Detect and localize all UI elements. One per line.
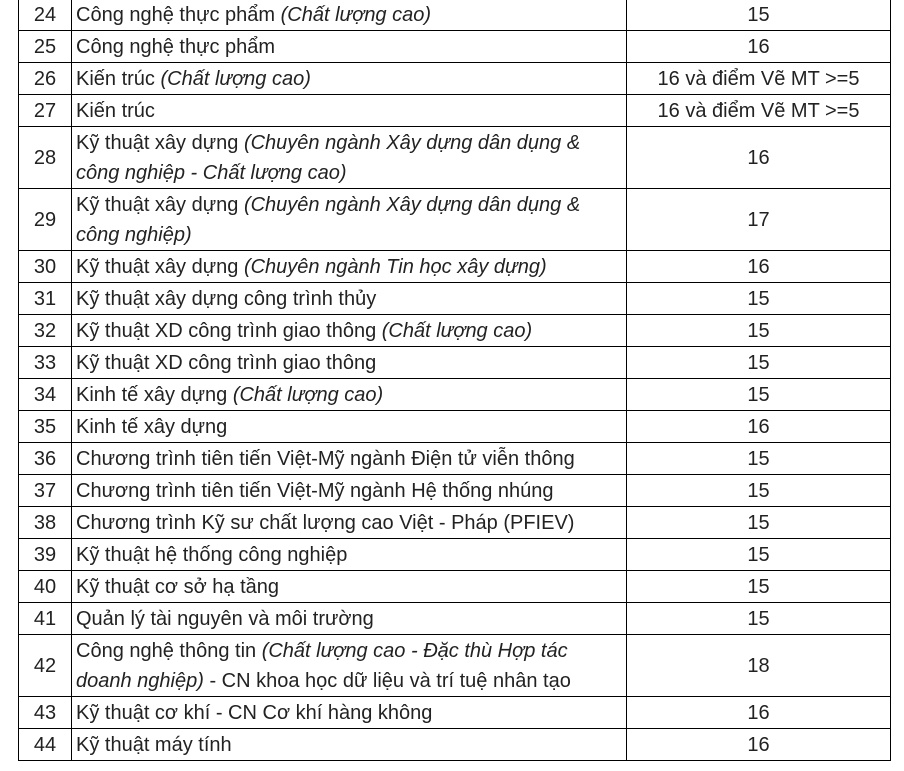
row-number: 32 xyxy=(19,315,72,347)
table-row xyxy=(19,0,891,31)
cutoff-score: 16 và điểm Vẽ MT >=5 xyxy=(627,95,891,127)
row-number: 40 xyxy=(19,571,72,603)
row-number: 27 xyxy=(19,95,72,127)
cutoff-score: 15 xyxy=(627,571,891,603)
program-note: (Chuyên ngành Xây dựng dân dụng & công nghiệp) xyxy=(76,193,581,246)
cutoff-score: 16 xyxy=(627,31,891,63)
cutoff-score: 15 xyxy=(627,283,891,315)
table-row xyxy=(19,571,891,603)
program-name-cell xyxy=(72,475,627,507)
table-row xyxy=(19,475,891,507)
row-number: 38 xyxy=(19,507,72,539)
program-name-cell xyxy=(72,127,627,189)
cutoff-score: 15 xyxy=(627,315,891,347)
program-name-cell xyxy=(72,283,627,315)
program-name: Công nghệ thông tin xyxy=(76,639,262,662)
program-note: (Chuyên ngành Tin học xây dựng) xyxy=(243,255,547,278)
cutoff-score: 16 xyxy=(627,411,891,443)
program-name-cell xyxy=(72,63,627,95)
row-number: 34 xyxy=(19,379,72,411)
table-body xyxy=(19,0,891,761)
table-row xyxy=(19,411,891,443)
table-row xyxy=(19,31,891,63)
program-name-cell xyxy=(72,347,627,379)
program-name: Kiến trúc xyxy=(76,67,161,90)
row-number: 24 xyxy=(19,0,72,31)
program-name-cell xyxy=(72,539,627,571)
cutoff-score: 15 xyxy=(627,603,891,635)
row-number: 41 xyxy=(19,603,72,635)
row-number: 30 xyxy=(19,251,72,283)
table-row xyxy=(19,443,891,475)
program-name-cell xyxy=(72,379,627,411)
program-name: Kinh tế xây dựng xyxy=(76,383,233,406)
table-row xyxy=(19,697,891,729)
program-name: Kỹ thuật xây dựng xyxy=(76,131,244,154)
program-name-cell xyxy=(72,571,627,603)
cutoff-score: 15 xyxy=(627,475,891,507)
cutoff-score: 17 xyxy=(627,189,891,251)
table-row xyxy=(19,507,891,539)
program-name: Kỹ thuật xây dựng công trình thủy xyxy=(76,287,377,310)
cutoff-score: 15 xyxy=(627,507,891,539)
program-name: Kỹ thuật hệ thống công nghiệp xyxy=(76,543,348,566)
table-row xyxy=(19,283,891,315)
program-name-cell xyxy=(72,411,627,443)
program-name-cell xyxy=(72,251,627,283)
program-name: Chương trình tiên tiến Việt-Mỹ ngành Điện tử viễn thông xyxy=(76,447,575,470)
cutoff-score: 15 xyxy=(627,443,891,475)
program-name: Chương trình tiên tiến Việt-Mỹ ngành Hệ thống nhúng xyxy=(76,479,554,502)
cutoff-score: 16 xyxy=(627,251,891,283)
table-row xyxy=(19,539,891,571)
program-name-cell xyxy=(72,729,627,761)
row-number: 43 xyxy=(19,697,72,729)
table-row xyxy=(19,635,891,697)
program-note: (Chất lượng cao) xyxy=(381,319,533,342)
program-name: Kiến trúc xyxy=(76,99,155,122)
cutoff-score: 15 xyxy=(627,0,891,31)
row-number: 36 xyxy=(19,443,72,475)
row-number: 28 xyxy=(19,127,72,189)
row-number: 44 xyxy=(19,729,72,761)
program-note: (Chất lượng cao) xyxy=(280,3,432,26)
cutoff-score: 18 xyxy=(627,635,891,697)
table-row xyxy=(19,127,891,189)
row-number: 33 xyxy=(19,347,72,379)
row-number: 26 xyxy=(19,63,72,95)
program-name-cell xyxy=(72,315,627,347)
program-name: Kỹ thuật XD công trình giao thông xyxy=(76,319,382,342)
table-row xyxy=(19,347,891,379)
program-note: (Chất lượng cao - Đặc thù Hợp tác doanh nghiệp) xyxy=(76,639,568,692)
row-number: 25 xyxy=(19,31,72,63)
program-name: Công nghệ thực phẩm xyxy=(76,35,276,58)
program-name-cell xyxy=(72,443,627,475)
row-number: 29 xyxy=(19,189,72,251)
program-name: Kỹ thuật xây dựng xyxy=(76,193,244,216)
table-row xyxy=(19,729,891,761)
program-name-cell xyxy=(72,603,627,635)
program-name: Quản lý tài nguyên và môi trường xyxy=(76,607,374,630)
table-row xyxy=(19,379,891,411)
cutoff-score: 16 xyxy=(627,127,891,189)
row-number: 42 xyxy=(19,635,72,697)
row-number: 35 xyxy=(19,411,72,443)
program-name-cell xyxy=(72,507,627,539)
program-name: Kỹ thuật máy tính xyxy=(76,733,232,756)
program-name-cell xyxy=(72,0,627,31)
cutoff-score: 15 xyxy=(627,379,891,411)
program-name: Kinh tế xây dựng xyxy=(76,415,228,438)
program-name-cell xyxy=(72,697,627,729)
table-row xyxy=(19,63,891,95)
program-name: Kỹ thuật cơ khí - CN Cơ khí hàng không xyxy=(76,701,433,724)
program-note: (Chất lượng cao) xyxy=(160,67,311,90)
program-name: Công nghệ thực phẩm xyxy=(76,3,281,26)
cutoff-score: 16 xyxy=(627,697,891,729)
row-number: 37 xyxy=(19,475,72,507)
row-number: 31 xyxy=(19,283,72,315)
program-name-cell xyxy=(72,95,627,127)
program-name: Kỹ thuật XD công trình giao thông xyxy=(76,351,377,374)
program-name: Kỹ thuật xây dựng xyxy=(76,255,244,278)
program-note: (Chuyên ngành Xây dựng dân dụng & công nghiệp - Chất lượng cao) xyxy=(76,131,581,184)
program-tail: - CN khoa học dữ liệu và trí tuệ nhân tạo xyxy=(203,669,571,692)
cutoff-score: 16 và điểm Vẽ MT >=5 xyxy=(627,63,891,95)
cutoff-score: 15 xyxy=(627,539,891,571)
table-row xyxy=(19,95,891,127)
program-name-cell xyxy=(72,635,627,697)
cutoff-score: 16 xyxy=(627,729,891,761)
table-row xyxy=(19,603,891,635)
cutoff-score: 15 xyxy=(627,347,891,379)
program-name-cell xyxy=(72,31,627,63)
admission-score-table xyxy=(18,0,891,761)
row-number: 39 xyxy=(19,539,72,571)
table-row xyxy=(19,189,891,251)
program-name-cell xyxy=(72,189,627,251)
program-name: Chương trình Kỹ sư chất lượng cao Việt - Pháp (PFIEV) xyxy=(76,511,575,534)
table-row xyxy=(19,251,891,283)
program-note: (Chất lượng cao) xyxy=(232,383,384,406)
table-row xyxy=(19,315,891,347)
program-name: Kỹ thuật cơ sở hạ tầng xyxy=(76,575,280,598)
